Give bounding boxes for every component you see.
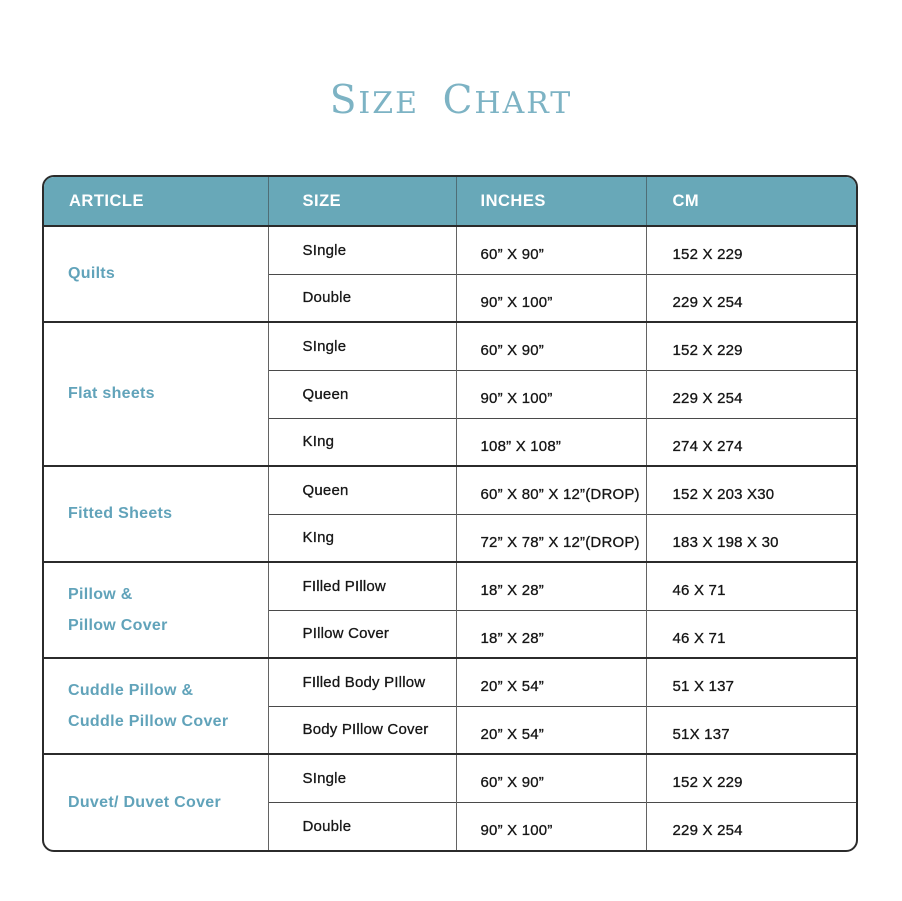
inches-cell: 60” X 90” (456, 754, 646, 802)
size-cell: Queen (268, 466, 456, 514)
size-cell: Double (268, 274, 456, 322)
column-header-cm: CM (646, 177, 856, 226)
cm-cell: 274 X 274 (646, 418, 856, 466)
cm-cell: 229 X 254 (646, 370, 856, 418)
cm-cell: 51 X 137 (646, 658, 856, 706)
article-cell (44, 658, 268, 754)
table-row (44, 466, 856, 514)
size-cell: Body PIllow Cover (268, 706, 456, 754)
inches-cell: 90” X 100” (456, 274, 646, 322)
size-cell: SIngle (268, 226, 456, 274)
table-row (44, 322, 856, 370)
size-cell: Queen (268, 370, 456, 418)
article-label: Cuddle Pillow & (68, 681, 194, 699)
page-title-word: SIZE (329, 78, 420, 123)
cm-cell: 183 X 198 X 30 (646, 514, 856, 562)
inches-cell: 90” X 100” (456, 370, 646, 418)
article-label: Pillow Cover (68, 616, 168, 634)
article-cell (44, 466, 268, 562)
table-row (44, 754, 856, 802)
inches-cell: 90” X 100” (456, 802, 646, 850)
cm-cell: 229 X 254 (646, 802, 856, 850)
inches-cell: 20” X 54” (456, 658, 646, 706)
article-label: Flat sheets (68, 385, 155, 402)
size-cell: Double (268, 802, 456, 850)
article-label: Fitted Sheets (68, 505, 173, 522)
article-cell (44, 322, 268, 466)
page-title-word: CHART (442, 78, 573, 123)
inches-cell: 18” X 28” (456, 610, 646, 658)
table-header-row (44, 177, 856, 226)
cm-cell: 229 X 254 (646, 274, 856, 322)
article-label: Quilts (68, 265, 116, 282)
article-label: Pillow & (68, 585, 133, 603)
cm-cell: 152 X 229 (646, 754, 856, 802)
size-cell: FIlled PIllow (268, 562, 456, 610)
cm-cell: 46 X 71 (646, 610, 856, 658)
size-cell: KIng (268, 418, 456, 466)
cm-cell: 152 X 229 (646, 226, 856, 274)
table-row (44, 562, 856, 610)
inches-cell: 18” X 28” (456, 562, 646, 610)
size-cell: PIllow Cover (268, 610, 456, 658)
inches-cell: 60” X 90” (456, 226, 646, 274)
inches-cell: 20” X 54” (456, 706, 646, 754)
size-cell: FIlled Body PIllow (268, 658, 456, 706)
size-chart-table (42, 175, 858, 852)
inches-cell: 108” X 108” (456, 418, 646, 466)
cm-cell: 46 X 71 (646, 562, 856, 610)
column-header-size: SIZE (268, 177, 456, 226)
cm-cell: 51X 137 (646, 706, 856, 754)
inches-cell: 72” X 78” X 12”(DROP) (456, 514, 646, 562)
column-header-article: ARTICLE (44, 177, 268, 226)
inches-cell: 60” X 80” X 12”(DROP) (456, 466, 646, 514)
size-cell: KIng (268, 514, 456, 562)
article-cell (44, 226, 268, 322)
article-label: Cuddle Pillow Cover (68, 712, 229, 730)
article-cell (44, 562, 268, 658)
article-cell (44, 754, 268, 850)
table-row (44, 226, 856, 274)
cm-cell: 152 X 203 X30 (646, 466, 856, 514)
column-header-inches: INCHES (456, 177, 646, 226)
size-cell: SIngle (268, 754, 456, 802)
article-label: Duvet/ Duvet Cover (68, 793, 221, 811)
cm-cell: 152 X 229 (646, 322, 856, 370)
page-title (0, 78, 902, 123)
table-row (44, 658, 856, 706)
inches-cell: 60” X 90” (456, 322, 646, 370)
size-cell: SIngle (268, 322, 456, 370)
